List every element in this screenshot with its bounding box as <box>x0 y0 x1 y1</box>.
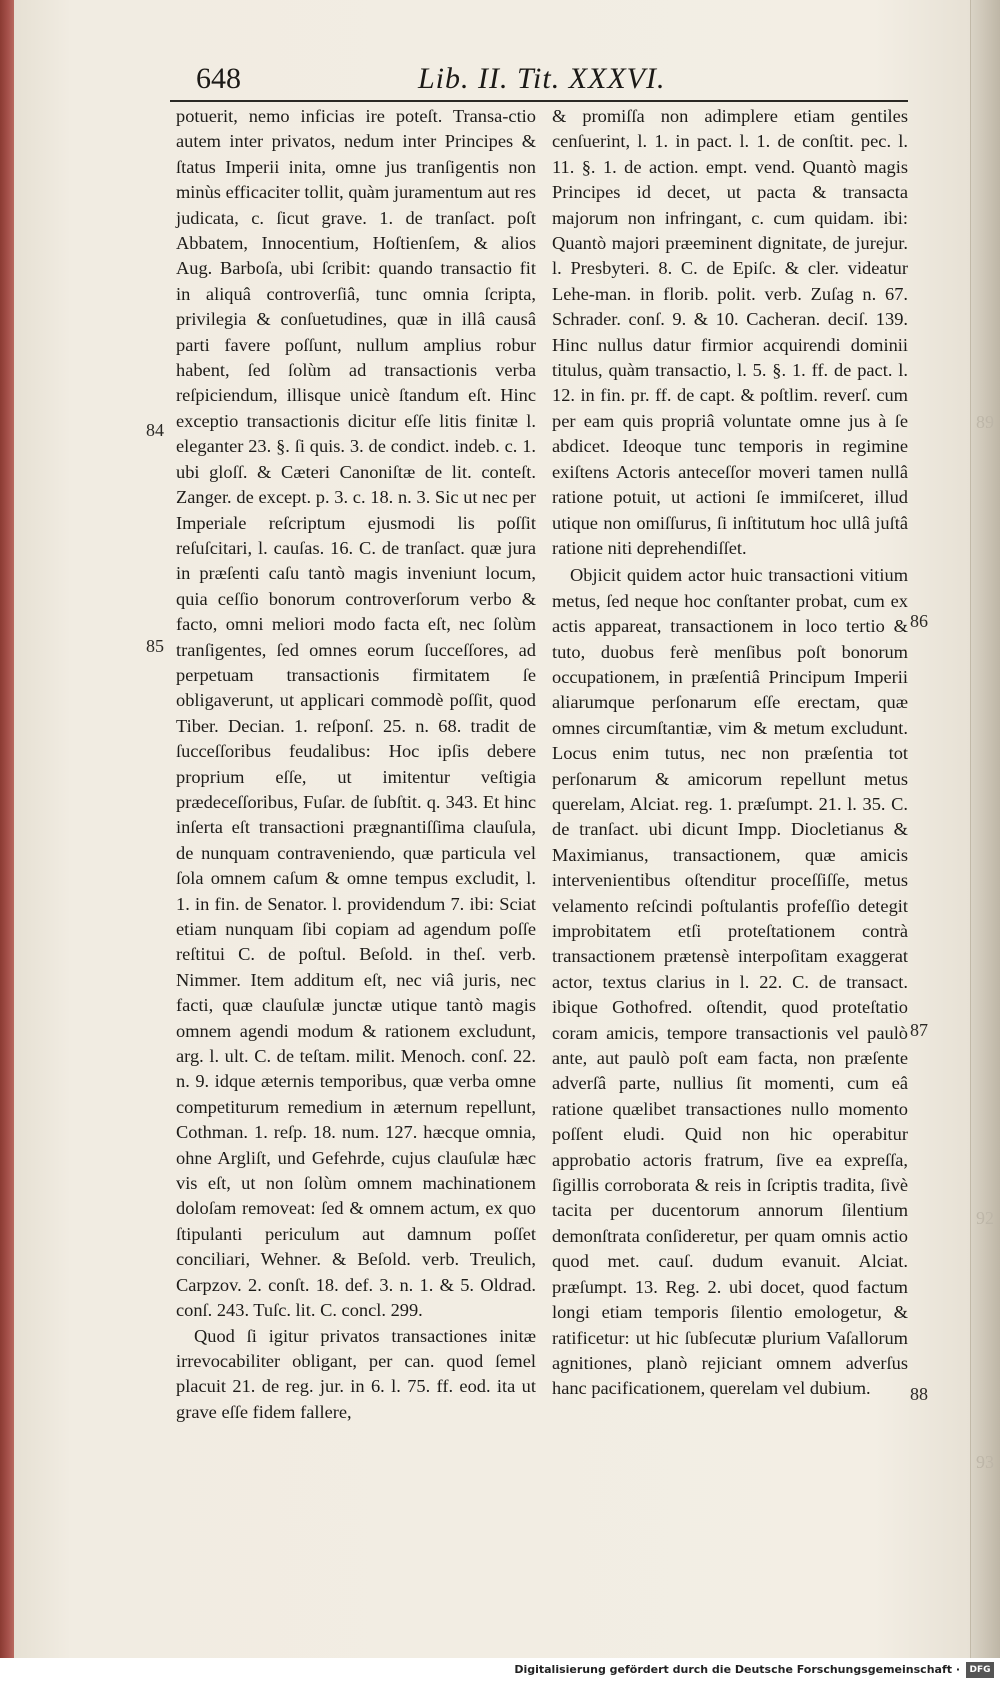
bleed-number-92: 92 <box>976 1208 994 1228</box>
margin-number-86: 86 <box>910 611 928 631</box>
margin-number-87: 87 <box>910 1020 928 1040</box>
footer-credit: Digitalisierung gefördert durch die Deutsche Forschungsgemeinschaft · <box>514 1663 960 1676</box>
left-paragraph-2: Quod ſi igitur privatos transactiones initæ irrevocabiliter obligant, per can. quod ſemel placuit 21. de reg. jur. in 6. l. 75. ff. eod. ita ut grave eſſe fidem fallere, <box>176 1325 536 1422</box>
book-edge-right <box>970 0 1000 1658</box>
right-paragraph-1: & promiſſa non adimplere etiam gentiles cenſuerint, l. 1. in pact. l. 1. de conſtit. pec. l. 11. §. 1. de action. empt. vend. Quantò magis Principes id decet, ut pacta & transacta majorum non infringant, c. cum quidam. ibi: Quantò majori præeminent dignitate, de jurejur. l. Presbyteri. 8. C. de Epiſc. & cler. videatur Lehe-man. in florib. polit. verb. Zuſag n. 67. Schrader. conſ. 9. & 10. Cacheran. deciſ. 139. Hinc nullus datur firmior acquirendi dominii titulus, quàm transactio, l. 5. §. 1. ff. de pact. l. 12. in fin. pr. ff. de capt. & poſtlim. reverſ. cum per eam quis propriâ voluntate omne jus à ſe abdicet. Ideoque tunc temporis in regimine exiſtens Actoris anteceſſor moveri tamen nullâ ratione potuit, ut actioni ſe immiſceret, illud utique non omiſſurus, ſi inſtitutum hoc ullâ juſtâ ratione niti deprehendiſſet. <box>552 106 908 558</box>
page-number: 648 <box>196 62 241 95</box>
bleed-number-93: 93 <box>976 1452 994 1472</box>
left-paragraph-1: potuerit, nemo inficias ire poteſt. Transa-ctio autem inter privatos, nedum inter Principes & ſtatus Imperii inita, omne jus tranſigentis non minùs efficaciter tollit, quàm juramentum aut res judicata, c. ſicut grave. 1. de tranſact. poſt Abbatem, Innocentium, Hoſtienſem, & alios Aug. Barboſa, ubi ſcribit: quando transactio fit in aliquâ controverſiâ, tunc omnia ſcripta, privilegia & conſuetudines, quæ in illâ causâ parti favere poſſunt, nullum amplius robur habent, ſed ſolùm ad transactionis verba reſpiciendum, illisque unicè ſtandum eſt. Hinc exceptio transactionis dicitur eſſe litis finitæ l. eleganter 23. §. ſi quis. 3. de condict. indeb. c. 1. ubi gloſſ. & Cæteri Canoniſtæ de lit. conteſt. Zanger. de except. p. 3. c. 18. n. 3. Sic ut nec per Imperiale reſcriptum ejusmodi lis poſſit reſuſcitari, l. cauſas. 16. C. de tranſact. quæ jura in præſenti caſu tantò magis inveniunt locum, quia ceſſio bonorum controverſorum verbo & facto, omni meliori modo facta eſt, nec ſolùm tranſigentes, ſed omnes eorum ſucceſſores, ad perpetuam transactionis firmitatem ſe obligaverunt, ut applicari commodè poſſit, quod Tiber. Decian. 1. reſponſ. 25. n. 68. tradit de ſucceſſoribus feudalibus: Hoc ipſis debere proprium eſſe, ut imitentur veſtigia prædeceſſoribus, Fuſar. de ſubſtit. q. 343. Et hinc inſerta eſt transactioni prægnantiſſima clauſula, de nunquam contraveniendo, quæ particula vel ſola omnem caſum & omne tempus excludit, l. 1. in fin. de Senator. l. providendum 7. ibi: Sciat etiam nunquam ſibi copiam ad agendum poſſe reſtitui C. de poſtul. Beſold. in theſ. verb. Nimmer. Item additum eſt, nec viâ juris, nec facti, quæ clauſulæ junctæ utique tantò magis omnem agendi modum & rationem excludunt, arg. l. ult. C. de teſtam. milit. Menoch. conſ. 22. n. 9. idque æternis temporibus, quæ verba omne competiturum remedium in æternum repellunt, Cothman. 1. reſp. 18. num. 127. hæcque omnia, ohne Argliſt, und Gefehrde, cujus clauſulæ hæc vis eſt, ut non ſolùm omnem machinationem doloſam removeat: ſed & omnem actum, ex quo ſtipulanti periculum aut damnum poſſet conciliari, Wehner. & Beſold. verb. Treulich, Carpzov. 2. conſt. 18. def. 3. n. 1. & 5. Oldrad. conſ. 243. Tuſc. lit. C. concl. 299. <box>176 106 536 1321</box>
footer <box>0 1658 1000 1684</box>
margin-number-84: 84 <box>146 420 164 440</box>
margin-number-88: 88 <box>910 1384 928 1404</box>
bleed-number-89: 89 <box>976 412 994 432</box>
margin-number-85: 85 <box>146 636 164 656</box>
right-paragraph-2: Objicit quidem actor huic transactioni vitium metus, ſed neque hoc conſtanter probat, cum ex actis appareat, transactionem in loco tertio & tuto, duobus ferè menſibus poſt bonorum occupationem, in præſentiâ Principum Imperii aliarumque perſonarum eſſe erectam, quæ omnes circumſtantiæ, vim & metum excludunt. Locus enim tutus, nec non præſentia tot perſonarum & amicorum repellunt metus querelam, Alciat. reg. 1. præſumpt. 21. l. 35. C. de tranſact. ubi dicunt Impp. Diocletianus & Maximianus, transactionem, quæ amicis intervenientibus oſtenditur proceſſiſſe, metus velamento reſcindi poſtulantis profeſſio detegit improbitatem etſi proteſtationem contrà transactionem prætensè interpoſitam exaggerat actor, textus clarius in l. 22. C. de transact. ibique Gothofred. oſtendit, quod proteſtatio coram amicis, tempore transactionis vel paulò ante, aut paulò poſt eam facta, non præſente adverſâ parte, nullius ſit momenti, cum eâ ratione quælibet transactiones nullo momento poſſent eludi. Quid non hic operabitur approbatio actoris fratrum, ſive ea expreſſa, ſigillis corroborata & reis in ſcriptis tradita, ſivè tacita per ducentorum annorum ſilentium demonſtrata conſideretur, per quam omnis actio quod met. cauſ. dudum evanuit. Alciat. præſumpt. 13. Reg. 2. ubi docet, quod factum longi etiam temporis ſilentio emologetur, & ratificetur: ut hic ſubſecutæ plurium Vaſallorum agnitiones, planò rejiciant omnem adverſus hanc pacificationem, querelam vel dubium. <box>552 565 908 1399</box>
book-edge-left <box>0 0 14 1658</box>
page-header <box>196 62 906 102</box>
right-column <box>552 104 908 1402</box>
header-rule <box>170 100 908 102</box>
running-title: Lib. II. Tit. XXXVI. <box>418 62 666 95</box>
dfg-logo-icon: DFG <box>966 1662 994 1678</box>
left-column <box>176 104 536 1425</box>
